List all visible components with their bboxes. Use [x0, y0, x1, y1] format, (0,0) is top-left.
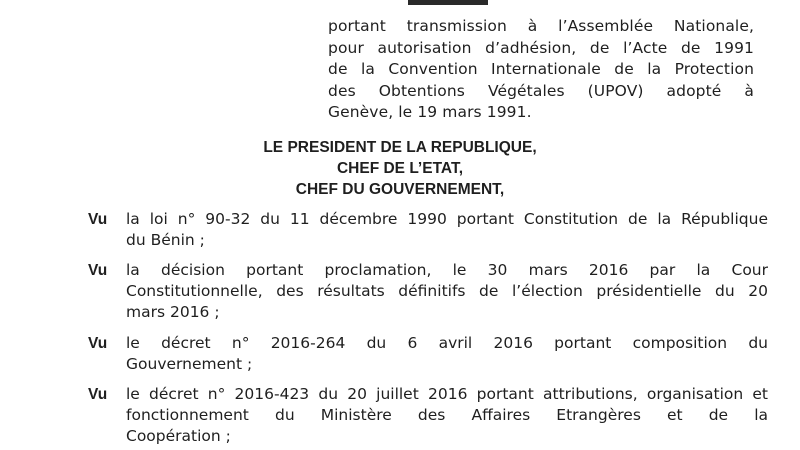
visa-line: le décret n° 2016-264 du 6 avril 2016 portant composition du	[126, 334, 768, 352]
visa-text	[126, 209, 768, 251]
vu-label: Vu	[88, 335, 108, 352]
objet-line: des Obtentions Végétales (UPOV) adopté à	[328, 81, 754, 100]
visa-item	[88, 333, 768, 375]
visa-item	[88, 384, 768, 447]
objet-line: portant transmission à l’Assemblée Nationale,	[328, 17, 754, 35]
visa-text	[126, 260, 768, 323]
vu-label: Vu	[88, 262, 108, 279]
visa-text	[126, 384, 768, 447]
objet-line: Genève, le 19 mars 1991.	[328, 103, 532, 121]
visa-line: Gouvernement ;	[126, 355, 253, 373]
visa-line: la décision portant proclamation, le 30 mars 2016 par la Cour	[126, 261, 768, 279]
objet-line: de la Convention Internationale de la Protection	[328, 60, 754, 78]
visa-item	[88, 260, 768, 323]
decree-object	[328, 16, 754, 124]
visa-line: le décret n° 2016-423 du 20 juillet 2016 portant attributions, organisation et	[126, 385, 768, 403]
cut-off-title-fragment	[408, 0, 488, 5]
visa-line: Coopération ;	[126, 427, 231, 445]
visa-line: la loi n° 90-32 du 11 décembre 1990 portant Constitution de la République	[126, 210, 768, 228]
vu-label: Vu	[88, 386, 108, 403]
visa-line: du Bénin ;	[126, 231, 205, 249]
visa-line: mars 2016 ;	[126, 303, 220, 321]
objet-line: pour autorisation d’adhésion, de l’Acte de 1991	[328, 38, 754, 57]
heading-chef-gouvernement: CHEF DU GOUVERNEMENT,	[295, 181, 505, 198]
authority-heading	[180, 137, 620, 200]
visa-line: fonctionnement du Ministère des Affaires Etrangères et de la	[126, 406, 768, 424]
visa-item	[88, 209, 768, 251]
heading-president: LE PRESIDENT DE LA REPUBLIQUE,	[263, 139, 537, 156]
vu-label: Vu	[88, 211, 108, 228]
visa-text	[126, 333, 768, 375]
heading-chef-etat: CHEF DE L’ETAT,	[336, 160, 463, 177]
visa-line: Constitutionnelle, des résultats définitifs de l’élection présidentielle du 20	[126, 282, 768, 300]
